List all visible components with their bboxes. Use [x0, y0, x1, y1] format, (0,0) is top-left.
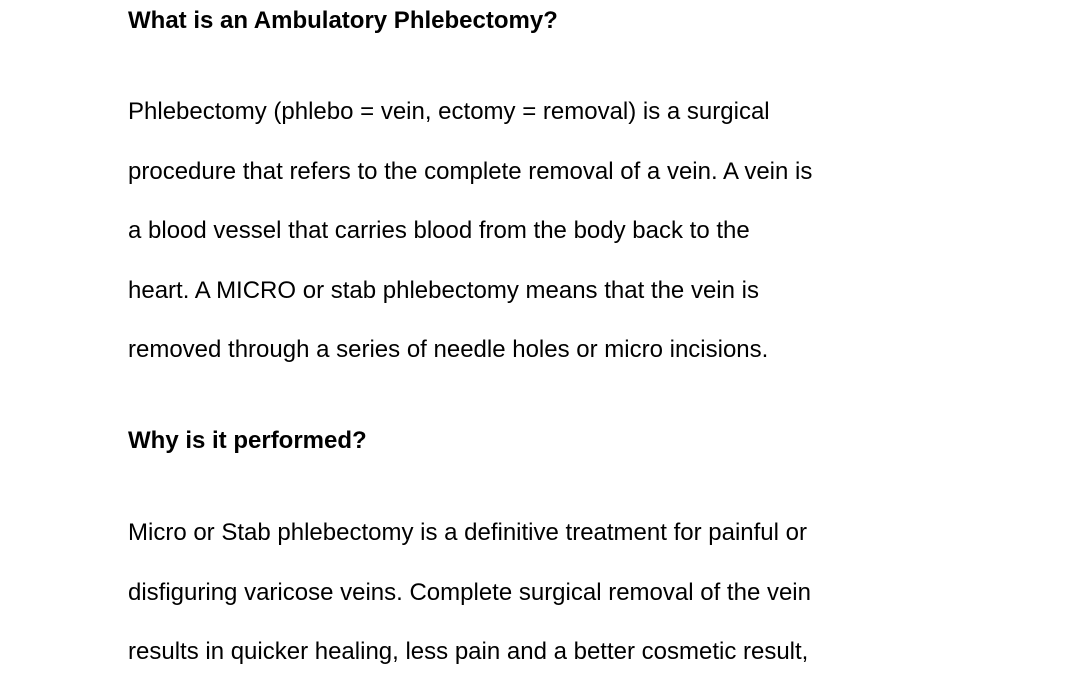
section-heading-why-performed: Why is it performed? [128, 427, 367, 454]
paragraph-reason [128, 518, 811, 675]
paragraph-line: procedure that refers to the complete removal of a vein. A vein is [128, 157, 813, 185]
paragraph-line: a blood vessel that carries blood from the body back to the [128, 217, 750, 245]
paragraph-line: Micro or Stab phlebectomy is a definitive treatment for painful or [128, 519, 807, 546]
paragraph-line: heart. A MICRO or stab phlebectomy means that the vein is [128, 276, 759, 304]
paragraph-line: removed through a series of needle holes or micro incisions. [128, 336, 769, 364]
paragraph-line: results in quicker healing, less pain and a better cosmetic result, [128, 638, 809, 666]
paragraph-line: Phlebectomy (phlebo = vein, ectomy = removal) is a surgical [128, 98, 770, 125]
paragraph-definition [128, 97, 812, 395]
paragraph-line: disfiguring varicose veins. Complete surgical removal of the vein [128, 578, 811, 606]
section-heading-what-is: What is an Ambulatory Phlebectomy? [128, 7, 558, 34]
